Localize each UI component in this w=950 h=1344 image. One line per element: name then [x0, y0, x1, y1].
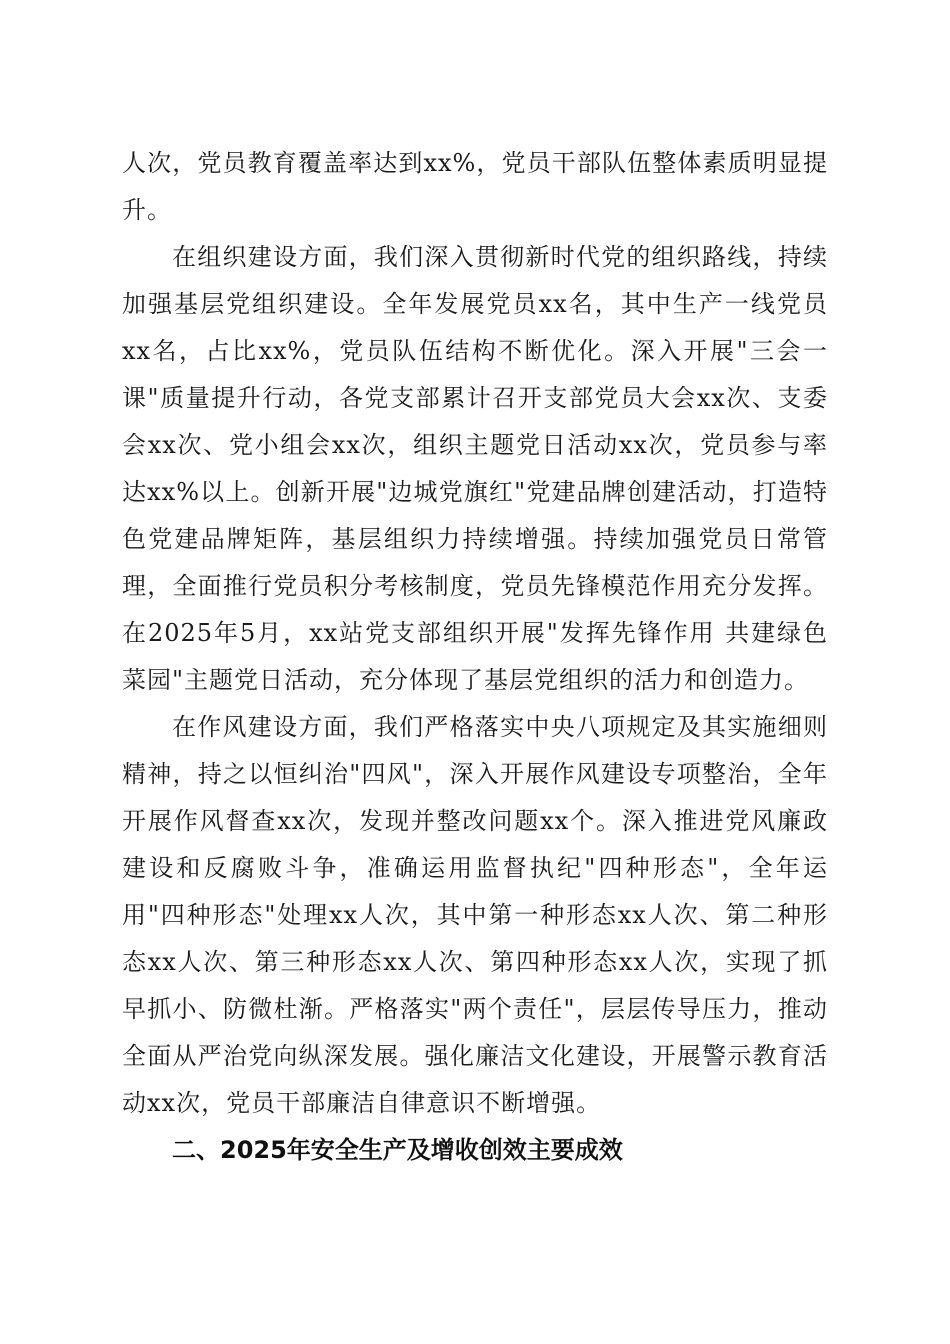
document-body — [122, 140, 828, 1174]
paragraph-work-style-building: 在作风建设方面，我们严格落实中央八项规定及其实施细则精神，持之以恒纠治"四风"，深入开展作风建设专项整治，全年开展作风督查xx次，发现并整改问题xx个。深入推进党风廉政建设和反腐败斗争，准确运用监督执纪"四种形态"，全年运用"四种形态"处理xx人次，其中第一种形态xx人次、第二种形态xx人次、第三种形态xx人次、第四种形态xx人次，实现了抓早抓小、防微杜渐。严格落实"两个责任"，层层传导压力，推动全面从严治党向纵深发展。强化廉洁文化建设，开展警示教育活动xx次，党员干部廉洁自律意识不断增强。 — [122, 713, 828, 1117]
paragraph-continuation: 人次，党员教育覆盖率达到xx%，党员干部队伍整体素质明显提升。 — [122, 149, 828, 224]
paragraph-organization-building: 在组织建设方面，我们深入贯彻新时代党的组织路线，持续加强基层党组织建设。全年发展党员xx名，其中生产一线党员xx名，占比xx%，党员队伍结构不断优化。深入开展"三会一课"质量提升行动，各党支部累计召开支部党员大会xx次、支委会xx次、党小组会xx次，组织主题党日活动xx次，党员参与率达xx%以上。创新开展"边城党旗红"党建品牌创建活动，打造特色党建品牌矩阵，基层组织力持续增强。持续加强党员日常管理，全面推行党员积分考核制度，党员先锋模范作用充分发挥。在2025年5月，xx站党支部组织开展"发挥先锋作用 共建绿色菜园"主题党日活动，充分体现了基层党组织的活力和创造力。 — [122, 243, 828, 694]
section-heading: 二、2025年安全生产及增收创效主要成效 — [172, 1136, 623, 1164]
